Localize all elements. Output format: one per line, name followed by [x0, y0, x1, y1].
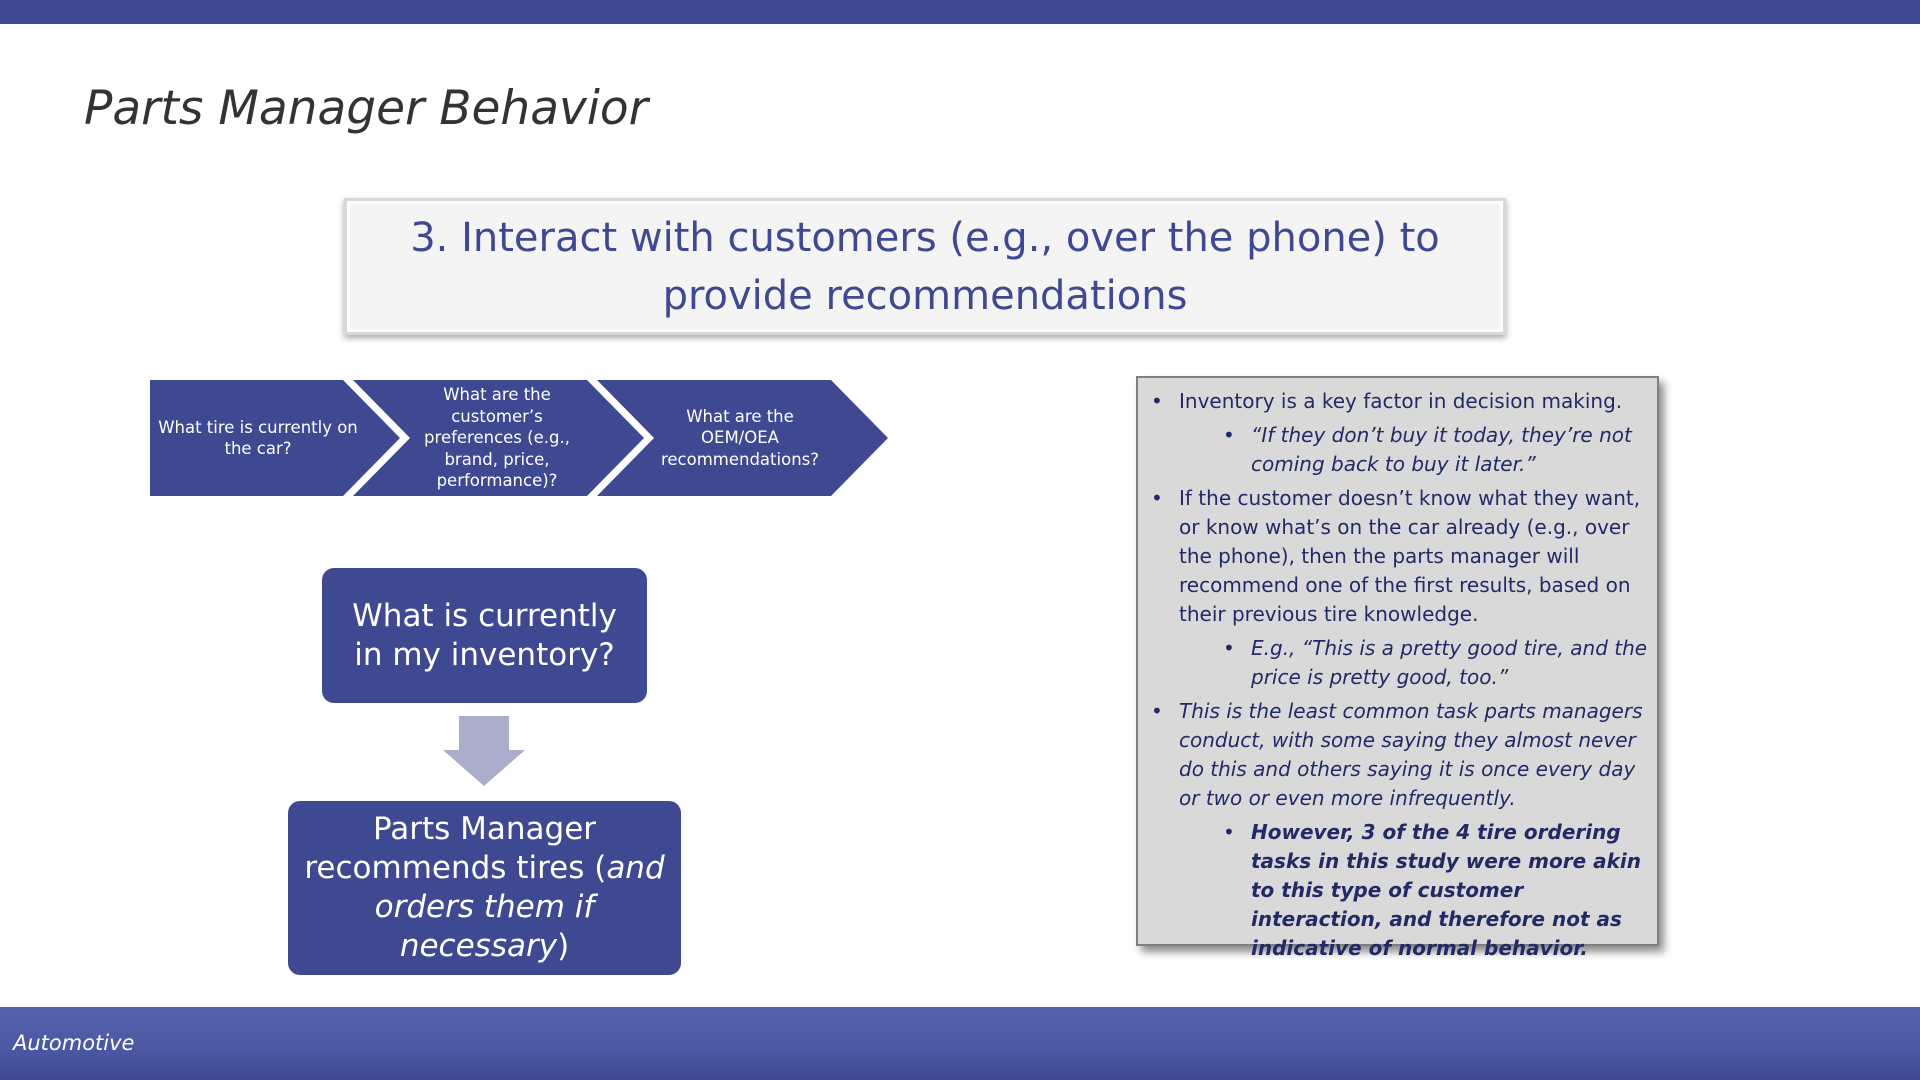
recommendation-italic: and orders them if necessary	[374, 850, 665, 964]
chevron-label-2: What are the customer’s preferences (e.g., brand, price, performance)?	[424, 385, 570, 491]
inventory-question: What is currently in my inventory?	[352, 597, 617, 673]
chevron-label-1: What tire is currently on the car?	[158, 417, 358, 458]
step-heading: 3. Interact with customers (e.g., over the phone) to provide recommendations	[410, 214, 1440, 319]
step-heading-box	[344, 198, 1506, 335]
note-subitem	[1150, 634, 1649, 692]
chevron-label-3: What are the OEM/OEA recommendations?	[660, 406, 820, 469]
inventory-question-box	[322, 568, 647, 703]
note-text: Inventory is a key factor in decision making.	[1179, 389, 1623, 413]
note-text: “If they don’t buy it today, they’re not coming back to buy it later.”	[1251, 423, 1632, 476]
recommendation-box	[288, 801, 681, 975]
top-accent-bar	[0, 0, 1920, 24]
note-item	[1150, 484, 1649, 629]
bullet: •	[1151, 389, 1163, 413]
notes-panel	[1136, 376, 1659, 960]
recommendation-close: )	[557, 928, 570, 964]
bullet: •	[1223, 423, 1235, 447]
down-arrow-icon	[443, 716, 525, 786]
process-chevrons	[150, 380, 890, 496]
note-text: This is the least common task parts managers conduct, with some saying they almost never do this and others saying it is once every day or two or even more infrequently.	[1179, 699, 1643, 810]
slide-title: Parts Manager Behavior	[84, 81, 648, 136]
note-item	[1150, 697, 1649, 813]
note-subitem	[1150, 818, 1649, 963]
note-text: E.g., “This is a pretty good tire, and the price is pretty good, too.”	[1251, 636, 1648, 689]
bullet: •	[1223, 820, 1235, 844]
bullet: •	[1223, 636, 1235, 660]
recommendation-plain: Parts Manager recommends tires (	[304, 811, 607, 886]
footer-label: Automotive	[13, 1031, 135, 1055]
note-text: However, 3 of the 4 tire ordering tasks in this study were more akin to this type of customer interaction, and therefore not as indicative of normal behavior.	[1251, 820, 1642, 960]
note-item	[1150, 387, 1649, 416]
note-text: If the customer doesn’t know what they want, or know what’s on the car already (e.g., over the phone), then the parts manager will recommend one of the first results, based on their previous tire knowledge.	[1179, 486, 1641, 626]
footer-bar	[0, 1007, 1920, 1080]
note-subitem	[1150, 421, 1649, 479]
bullet: •	[1151, 486, 1163, 510]
bullet: •	[1151, 699, 1163, 723]
notes-list	[1150, 387, 1649, 963]
recommendation-text	[297, 810, 672, 966]
